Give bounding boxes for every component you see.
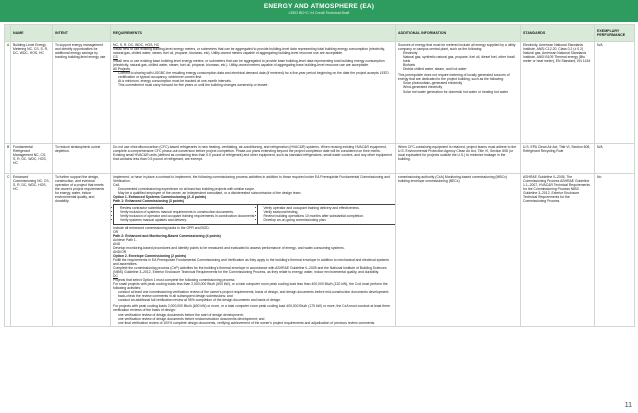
list-item: • Verify seasonal testing. bbox=[264, 210, 396, 214]
list-item: • This commitment must carry forward for five years or until the building changes ownership or lessee. bbox=[118, 83, 393, 87]
list-item: • Verify operator and occupant training delivery and effectiveness. bbox=[264, 206, 396, 210]
req-paragraph: Install new or use existing base building-level energy meters, or submeters that can be aggregated to provide base building-level data representing total building energy consumption (electricity, natural gas, chilled water, steam, fuel oil, propane, biomass, etc.). Utility-owned meters capable of aggregating base building-level resource use are acceptable. bbox=[113, 59, 385, 68]
col-header-exemplary: EXEMPLARY PERFORMANCE bbox=[595, 25, 635, 42]
option-heading: Option 2. Envelope Commissioning (2 points) bbox=[113, 253, 187, 258]
list-item: • Wind-generated electricity bbox=[403, 85, 518, 89]
list-item: • one final verification review of 100% complete design documents, verifying achievement of the owner's project requirements and adjudication of previous review comments. bbox=[118, 321, 393, 325]
additional-info: commissioning authority (CxA) Monitoring-based commissioning (MBCx) building envelope commissioning (BECx) bbox=[396, 174, 521, 327]
banner-title: ENERGY AND ATMOSPHERE (EA) bbox=[263, 3, 375, 10]
list-item: • Documented commissioning experience on at least two building projects with similar scope. bbox=[118, 187, 393, 191]
req-bullet-list bbox=[113, 187, 393, 195]
page-banner bbox=[0, 0, 638, 22]
credit-intent: To support energy management and identify opportunities for additional energy savings by tracking building-level energy use. bbox=[53, 42, 111, 144]
credit-name: Enhanced Commissioning NC, CS, S, R, DC, WDC, HOS, HC bbox=[11, 174, 53, 327]
exemplary-performance: N/A bbox=[595, 144, 635, 174]
list-item: • conduct at least one commissioning verification review of the owner's project requirements, basis of design, and design documents before mid-construction documents development; bbox=[118, 290, 393, 294]
list-item: • Commit to sharing with USGBC the resulting energy consumption data and electrical demand data (if metered) for a five-year period beginning on the date the project accepts LEED certification or typical occupancy, whichever comes first. bbox=[118, 71, 393, 79]
list-item: • May be a qualified employee of the owner, an independent consultant, or a disinterested subcontractor of the design team. bbox=[118, 191, 393, 195]
req-cs-label: CS bbox=[113, 55, 118, 60]
req-paragraph: For projects with peak cooling loads 2,000,000 Btu/h (600 kW) or more, or a total computer room peak cooling load 400,000 Btu/h (175 kW) or more, the CxA must conduct at least three verification reviews of the basis of design: bbox=[113, 304, 391, 313]
req-paragraph: Achieve Path 1. bbox=[113, 237, 137, 242]
info-paragraph: This prerequisite does not require metering of locally generated sources of energy that are dedicated to the project building, such as the following: bbox=[398, 73, 510, 82]
list-item: • Develop an on-going commissioning plan. bbox=[264, 218, 396, 222]
list-item: • Review building operations 10 months after substantial completion. bbox=[264, 214, 396, 218]
req-codes: NC, S, R, DC, WDC, HOS, HC bbox=[113, 43, 160, 47]
path-heading: Path 2: Enhanced and Monitoring-Based Commissioning (4 points) bbox=[113, 233, 221, 238]
credit-intent: To reduce stratospheric ozone depletion. bbox=[53, 144, 111, 174]
exemplary-performance: N/A bbox=[595, 42, 635, 144]
standards: ASHRAE Guideline 0–2005, The Commissioning Process ASHRAE Guideline 1.1–2007, HVAC&R Technical Requirements for the Commissioning Process NIBS Guideline 3–2012, Exterior Enclosure Technical Requirements for the Commissioning Process bbox=[521, 174, 595, 327]
req-paragraph: Install new or use existing building-level energy meters, or submeters that can be aggregated to provide building-level data representing total building energy consumption (electricity, natural gas, chilled water, steam, fuel oil, propane, biomass, etc). Utility-owned meters capable of aggregating building-level resource use are acceptable. bbox=[113, 47, 385, 56]
header-row bbox=[5, 25, 635, 42]
credits-table bbox=[4, 24, 635, 327]
list-item: • conduct an additional full verification review at 95% completion of the design documents and basis of design. bbox=[118, 298, 393, 302]
list-item: • At a minimum, energy consumption must be tracked at one-month intervals. bbox=[118, 79, 393, 83]
req-paragraph: Complete the commissioning process (CxP) activities for the building's thermal envelope in accordance with ASHRAE Guideline 0–2005 and the National Institute of Building Sciences (NIBS) Guideline 3–2012, Exterior Enclosure Technical Requirements for the Commissioning Process, as they relate to energy, water, indoor environmental quality, and durability. bbox=[113, 265, 387, 275]
exemplary-performance: No bbox=[595, 174, 635, 327]
list-item: • Solar hot water generation for domestic hot water or heating hot water bbox=[403, 90, 518, 94]
list-item: • back-check the review comments in all subsequent design submissions; and bbox=[118, 294, 393, 298]
tasks-box-left bbox=[114, 205, 257, 223]
req-cxa-label: CxA bbox=[113, 183, 120, 188]
req-paragraph: Include all enhanced commissioning tasks in the OPR and BOD. bbox=[113, 225, 210, 230]
req-paragraph: Fulfill the requirements in EA Prerequisite Fundamental Commissioning and Verification as they apply to the building's thermal envelope in addition to mechanical and electrical systems and assemblies. bbox=[113, 257, 389, 266]
row-letter: A bbox=[5, 42, 11, 144]
req-bullet-list bbox=[113, 71, 393, 87]
credit-requirements bbox=[111, 174, 396, 327]
additional-info: When CFC-containing equipment is retained, project teams must adhere to the U.S. Environmental Protection Agency Clean Air Act, Title VI, Section 608 (or local equivalent for projects outside the U.S.) to minimize leakage in the building. bbox=[396, 144, 521, 174]
list-item: • Electricity bbox=[403, 51, 518, 55]
standards: Electricity, American National Standards Institute, ANSI C12.20, Class 0.2 (± 0.2) Natural gas, American National Standards Institute, ANSI B109 Thermal energy (Btu meter or heat meter), EN Standard, EN 1434 bbox=[521, 42, 595, 144]
row-letter: B bbox=[5, 144, 11, 174]
info-bullet-list bbox=[398, 81, 518, 93]
additional-info bbox=[396, 42, 521, 144]
list-item: • Review contractor submittals. bbox=[120, 206, 256, 210]
tasks-box-right bbox=[257, 205, 396, 223]
list-item: • Verify systems manual updates and delivery. bbox=[120, 218, 256, 222]
col-header-standards: STANDARDS bbox=[521, 25, 595, 42]
list-item: • one verification review of design documents before the start of design development; bbox=[118, 313, 393, 317]
col-header-name: NAME bbox=[11, 25, 53, 42]
list-item: • Natural gas, synthetic natural gas, propane, fuel oil, diesel fuel, other fossil fuels bbox=[403, 55, 518, 63]
table-row bbox=[5, 174, 635, 327]
col-header-intent: INTENT bbox=[53, 25, 111, 42]
list-item: • Verify inclusion of systems manual requirements in construction documents. bbox=[120, 210, 256, 214]
list-item: • one verification review of design documents before midconstruction documents development; and bbox=[118, 317, 393, 321]
option-heading: Option 1. Enhanced Systems Commissioning (2–6 points) bbox=[113, 195, 207, 200]
tasks-box bbox=[113, 204, 396, 224]
table-row bbox=[5, 144, 635, 174]
standards: U.S. EPA Clean Air Act, Title VI, Section 608, Refrigerant Recycling Rule bbox=[521, 144, 595, 174]
col-header-requirements: REQUIREMENTS bbox=[111, 25, 396, 42]
banner-subtitle: LEED BD+C V4 Credit Technical Draft bbox=[288, 11, 350, 15]
req-connector: OR bbox=[113, 229, 119, 234]
req-paragraph: Develop monitoring-based procedures and identify points to be measured and evaluated to assess performance of energy- and water-consuming systems. bbox=[113, 245, 345, 250]
info-paragraph: Sources of energy that must be metered include all energy supplied by a utility company or campus central plant, such as the following: bbox=[398, 43, 516, 52]
list-item: • Biofuels bbox=[403, 63, 518, 67]
list-item: • Solar photovoltaic–generated electricity bbox=[403, 81, 518, 85]
credit-name: Building-Level Energy Metering NC, CS, S, R, DC, WDC, HOS, HC bbox=[11, 42, 53, 144]
row-letter: C bbox=[5, 174, 11, 327]
list-item: • Verify inclusion of operator and occupant training requirements in construction documents. bbox=[120, 214, 256, 218]
req-all-projects-label: All Projects bbox=[113, 67, 130, 72]
credit-intent: To further support the design, construction, and eventual operation of a project that meets the owner's project requirements for energy, water, indoor environmental quality, and durability. bbox=[53, 174, 111, 327]
table-row bbox=[5, 42, 635, 144]
req-connector: AND/OR bbox=[113, 249, 127, 254]
credit-name: Fundamental Refrigerant Management NC, CS, S, R, DC, WDC, HOS, HC bbox=[11, 144, 53, 174]
list-item: • District chilled water, steam, and hot water bbox=[403, 67, 518, 71]
req-paragraph: For small projects with peak cooling loads less than 2,000,000 Btu/h (600 kW), or a total computer room peak cooling load less than 400,000 Btu/h (120 kW), the CxA must perform the following activities: bbox=[113, 282, 388, 291]
req-paragraph: Projects that select Option 1 must complete the following commissioning process. bbox=[113, 278, 236, 283]
page-number: 11 bbox=[624, 402, 632, 409]
path-heading: Path 1: Enhanced Commissioning (3 points) bbox=[113, 199, 185, 204]
req-paragraph: Implement, or have in place a contract to implement, the following commissioning process activities in addition to those required under EA Prerequisite Fundamental Commissioning and Verification. bbox=[113, 175, 390, 184]
req-connector: AND bbox=[113, 241, 121, 246]
req-bullet-list bbox=[113, 313, 393, 325]
col-header-additional-info: ADDITIONAL INFORMATION bbox=[396, 25, 521, 42]
req-dc-label: DC bbox=[113, 274, 118, 279]
info-bullet-list bbox=[398, 51, 518, 71]
credit-requirements bbox=[111, 42, 396, 144]
req-bullet-list bbox=[113, 290, 393, 302]
credit-requirements: Do not use chlorofluorocarbon (CFC)-based refrigerants in new heating, ventilating, air-conditioning, and refrigeration (HVAC&R) systems. When reusing existing HVAC&R equipment, complete a comprehensive CFC phase-out conversion before project completion. Phase-out plans extending beyond the project completion date will be considered on their merits. Existing small HVAC&R units (defined as containing less than 0.5 pound of refrigerant) and other equipment, such as standard refrigerators, small water coolers, and any other equipment that contains less than 0.5 pound of refrigerant, are exempt. bbox=[111, 144, 396, 174]
